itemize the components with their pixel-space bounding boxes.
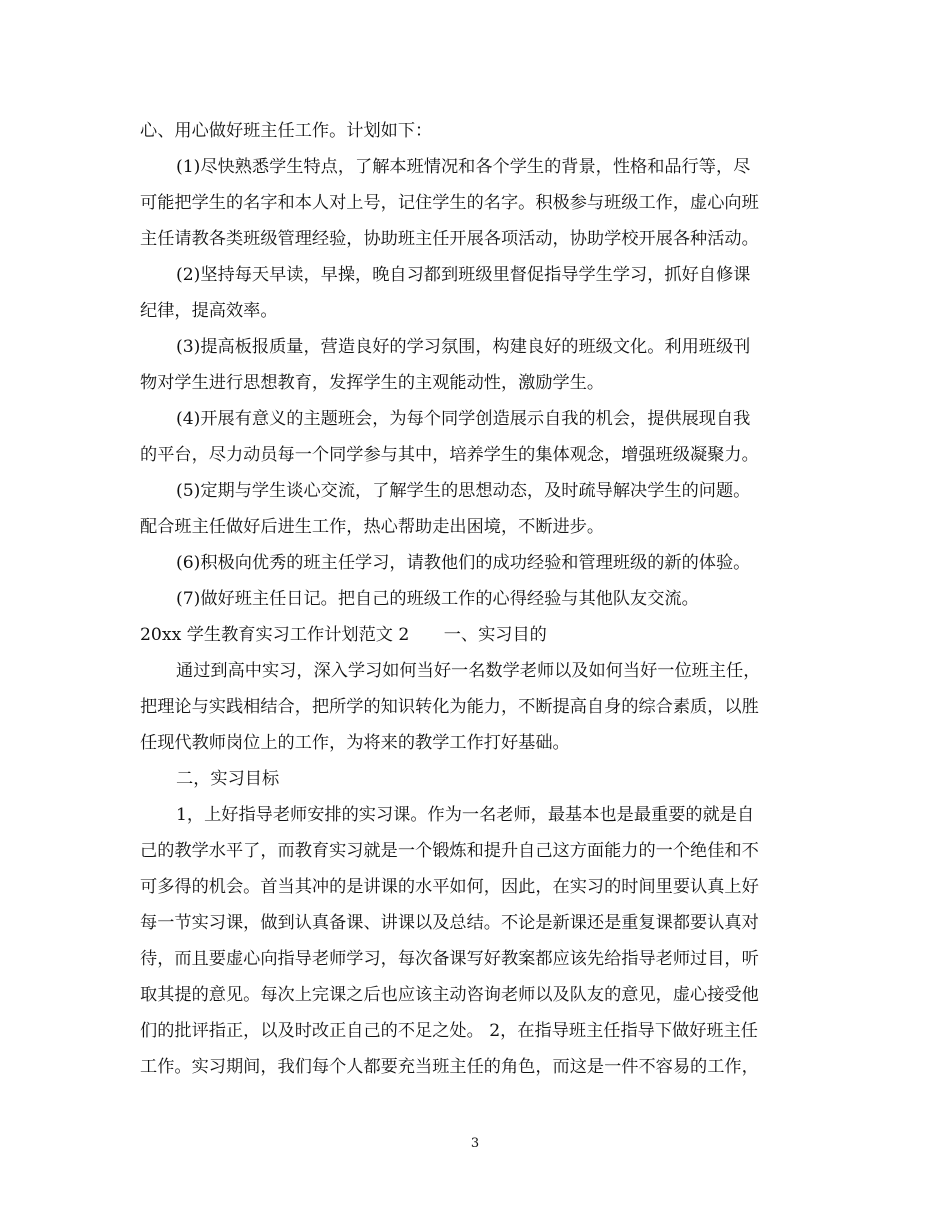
text-line: 取其提的意见。每次上完课之后也应该主动咨询老师以及队友的意见，虚心接受他: [140, 985, 759, 1005]
section-heading: 二，实习目标: [176, 769, 280, 789]
text-line: 待，而且要虚心向指导老师学习，每次备课写好教案都应该先给指导老师过目，听: [140, 949, 759, 969]
text-line: 己的教学水平了，而教育实习就是一个锻炼和提升自己这方面能力的一个绝佳和不: [140, 841, 759, 861]
page-number: 3: [470, 1136, 480, 1151]
text-line: 心、用心做好班主任工作。计划如下：: [140, 121, 433, 141]
text-line: 通过到高中实习，深入学习如何当好一名数学老师以及如何当好一位班主任，: [176, 661, 761, 681]
text-line: (5)定期与学生谈心交流，了解学生的思想动态，及时疏导解决学生的问题。: [176, 481, 751, 501]
text-line: 1，上好指导老师安排的实习课。作为一名老师，最基本也是最重要的就是自: [176, 805, 755, 825]
text-line: 纪律，提高效率。: [140, 301, 278, 321]
text-line: 可多得的机会。首当其冲的是讲课的水平如何，因此，在实习的时间里要认真上好: [140, 877, 759, 897]
text-line: (3)提高板报质量，营造良好的学习氛围，构建良好的班级文化。利用班级刊: [176, 337, 751, 357]
text-line: (6)积极向优秀的班主任学习，请教他们的成功经验和管理班级的新的体验。: [176, 553, 751, 573]
section-heading: 20xx 学生教育实习工作计划范文 2 一、实习目的: [140, 625, 547, 645]
text-line: 任现代教师岗位上的工作，为将来的教学工作打好基础。: [140, 733, 570, 753]
text-line: 的平台，尽力动员每一个同学参与其中，培养学生的集体观念，增强班级凝聚力。: [140, 445, 759, 465]
text-line: 每一节实习课，做到认真备课、讲课以及总结。不论是新课还是重复课都要认真对: [140, 913, 759, 933]
text-line: (4)开展有意义的主题班会，为每个同学创造展示自我的机会，提供展现自我: [176, 409, 751, 429]
text-line: (2)坚持每天早读，早操，晚自习都到班级里督促指导学生学习，抓好自修课: [176, 265, 751, 285]
text-line: 把理论与实践相结合，把所学的知识转化为能力，不断提高自身的综合素质，以胜: [140, 697, 759, 717]
text-line: 物对学生进行思想教育，发挥学生的主观能动性，激励学生。: [140, 373, 605, 393]
text-line: 工作。实习期间，我们每个人都要充当班主任的角色，而这是一件不容易的工作，: [140, 1057, 759, 1077]
text-line: (1)尽快熟悉学生特点，了解本班情况和各个学生的背景，性格和品行等，尽: [176, 157, 751, 177]
text-line: 配合班主任做好后进生工作，热心帮助走出困境，不断进步。: [140, 517, 605, 537]
text-line: (7)做好班主任日记。把自己的班级工作的心得经验与其他队友交流。: [176, 589, 699, 609]
text-line: 可能把学生的名字和本人对上号，记住学生的名字。积极参与班级工作，虚心向班: [140, 193, 759, 213]
text-line: 主任请教各类班级管理经验，协助班主任开展各项活动，协助学校开展各种活动。: [140, 229, 759, 249]
text-line: 们的批评指正，以及时改正自己的不足之处。 2，在指导班主任指导下做好班主任: [140, 1021, 758, 1041]
